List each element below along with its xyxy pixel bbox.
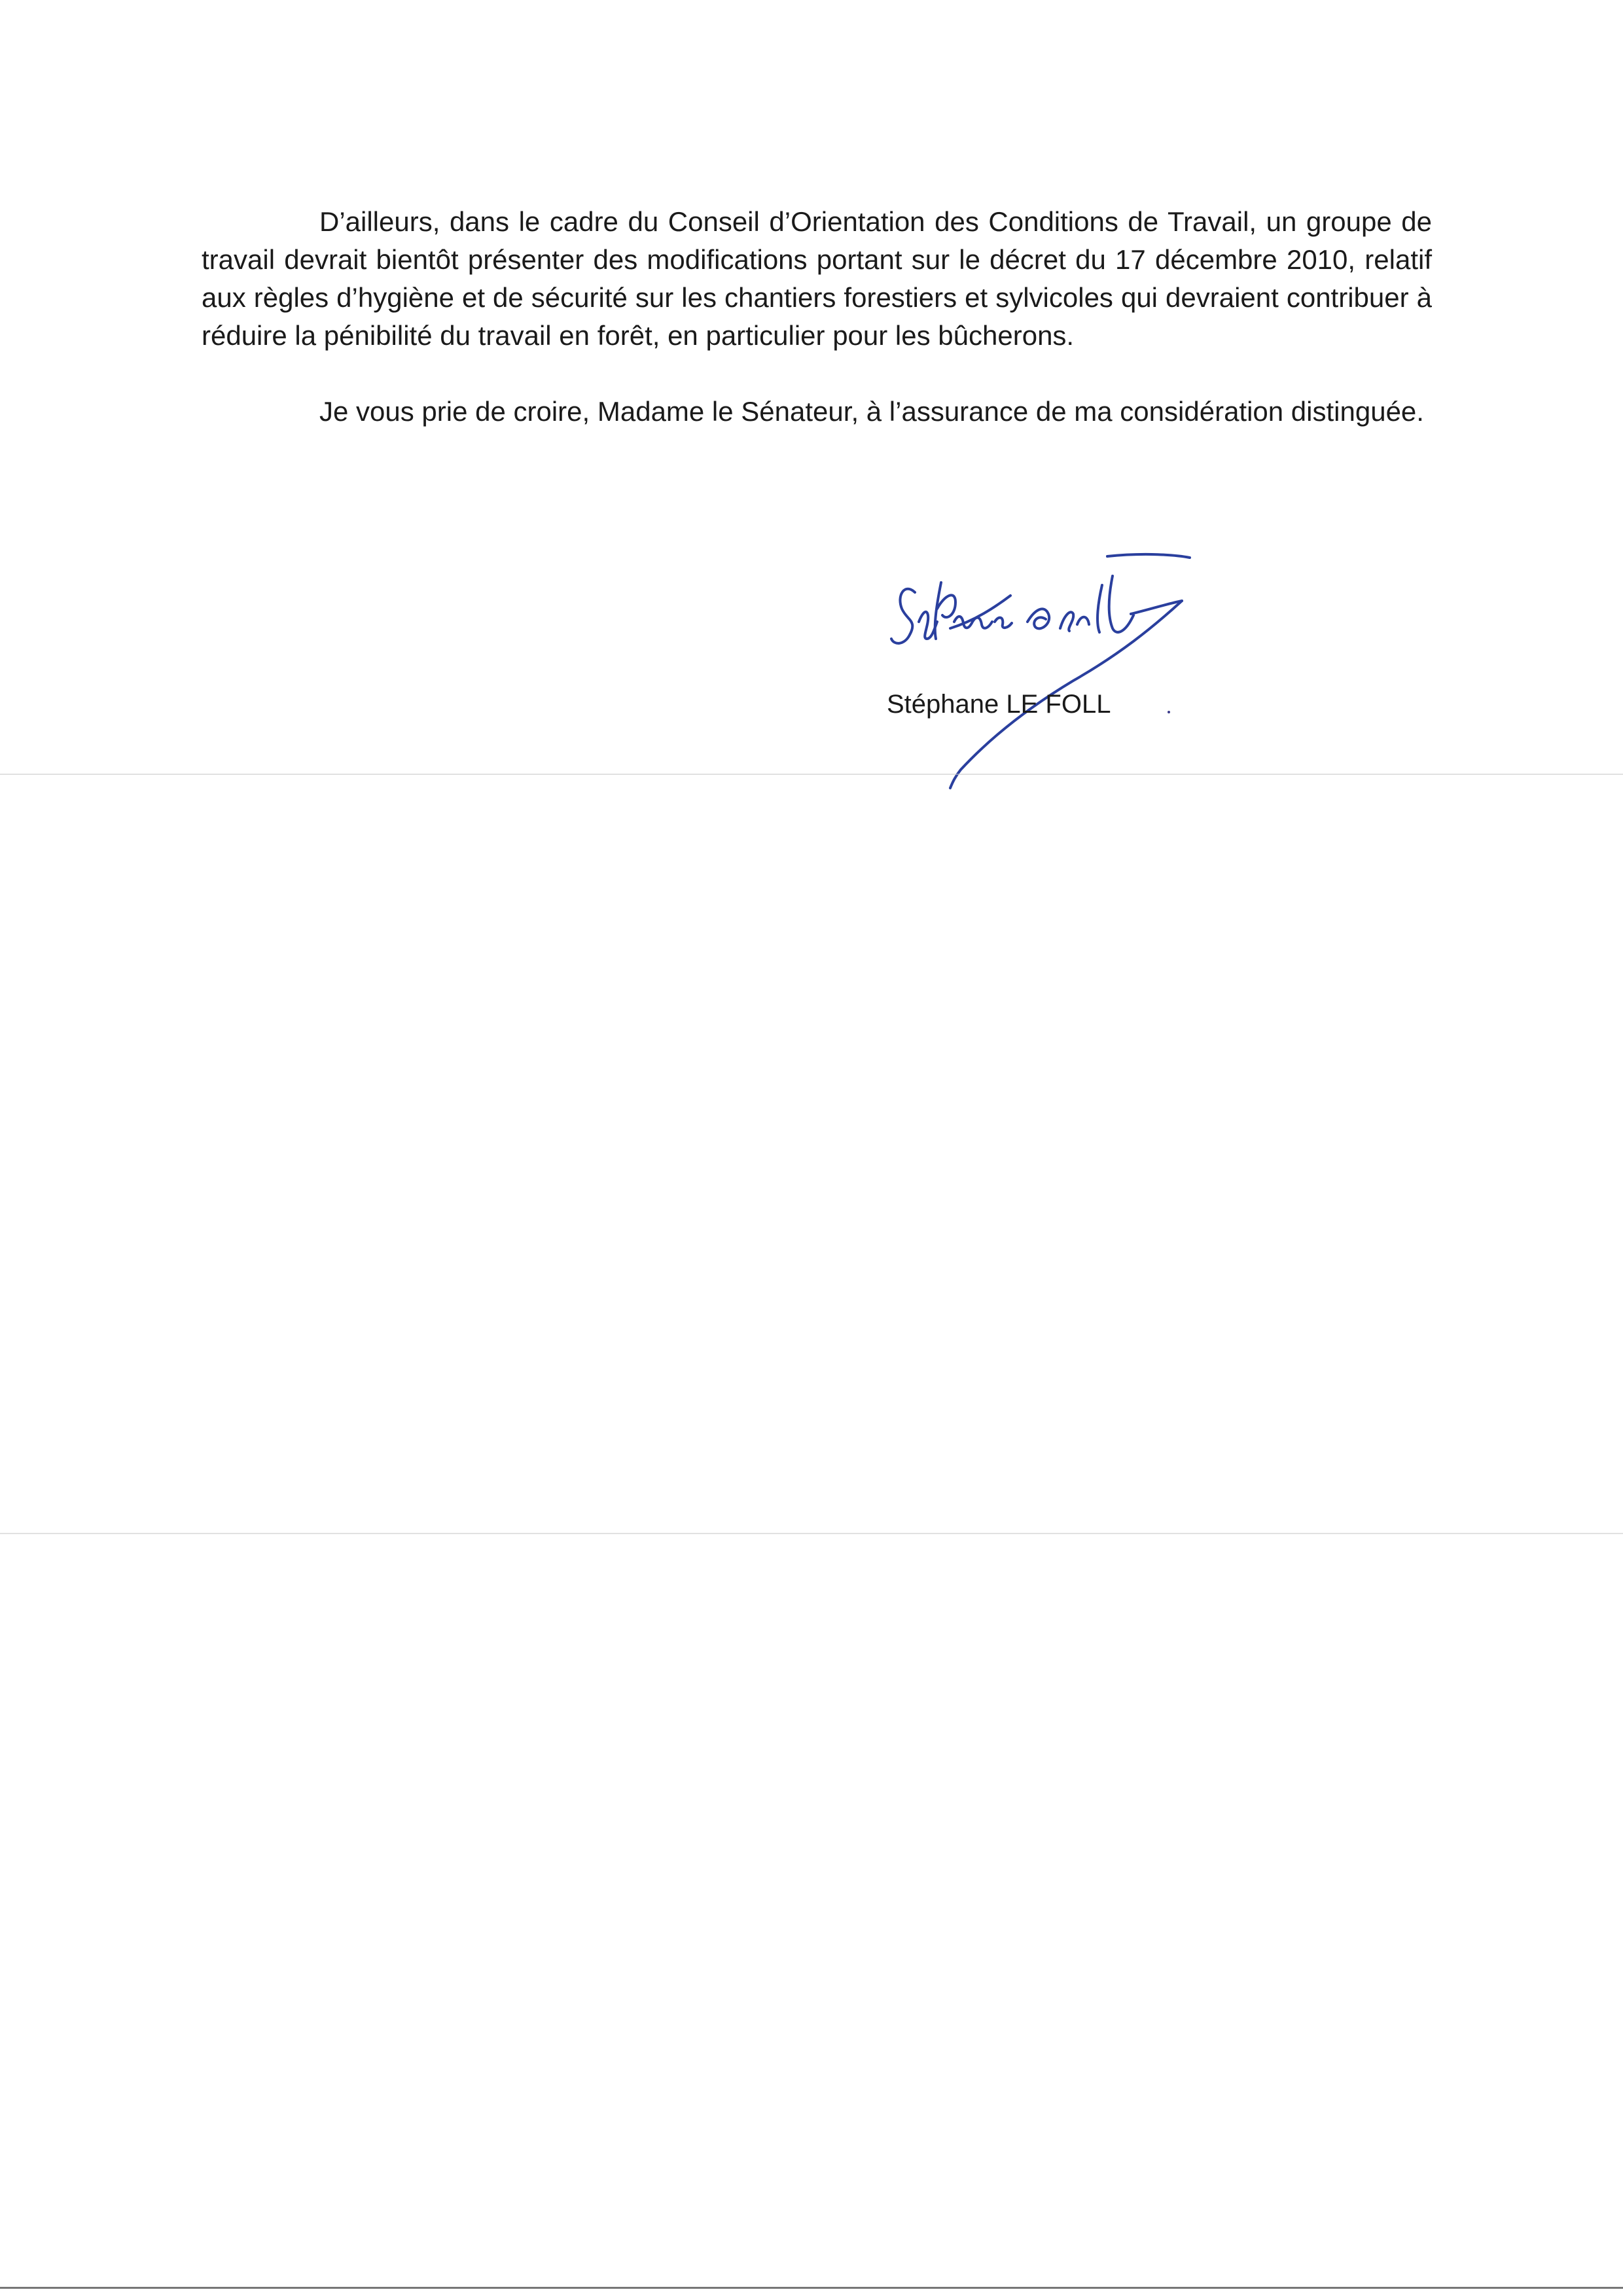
scan-fold-line bbox=[0, 1533, 1623, 1534]
handwritten-signature bbox=[864, 517, 1204, 792]
ink-speck bbox=[1168, 711, 1170, 713]
page-bottom-edge bbox=[0, 2287, 1623, 2289]
paragraph-closing: Je vous prie de croire, Madame le Sénateur, à l’assurance de ma considération distinguée. bbox=[319, 396, 1424, 427]
scan-fold-line bbox=[0, 774, 1623, 775]
letter-body bbox=[202, 203, 1432, 431]
paragraph-bucherons: D’ailleurs, dans le cadre du Conseil d’Orientation des Conditions de Travail, un groupe de travail devrait bientôt présenter des modifications portant sur le décret du 17 décembre 2010, relatif aux règles d’hygiène et de sécurité sur les chantiers forestiers et sylvicoles qui devraient contribuer à réduire la pénibilité du travail en forêt, en particulier pour les bûcherons. bbox=[202, 206, 1432, 351]
signer-name: Stéphane LE FOLL bbox=[887, 690, 1111, 719]
signature-block bbox=[864, 517, 1204, 792]
